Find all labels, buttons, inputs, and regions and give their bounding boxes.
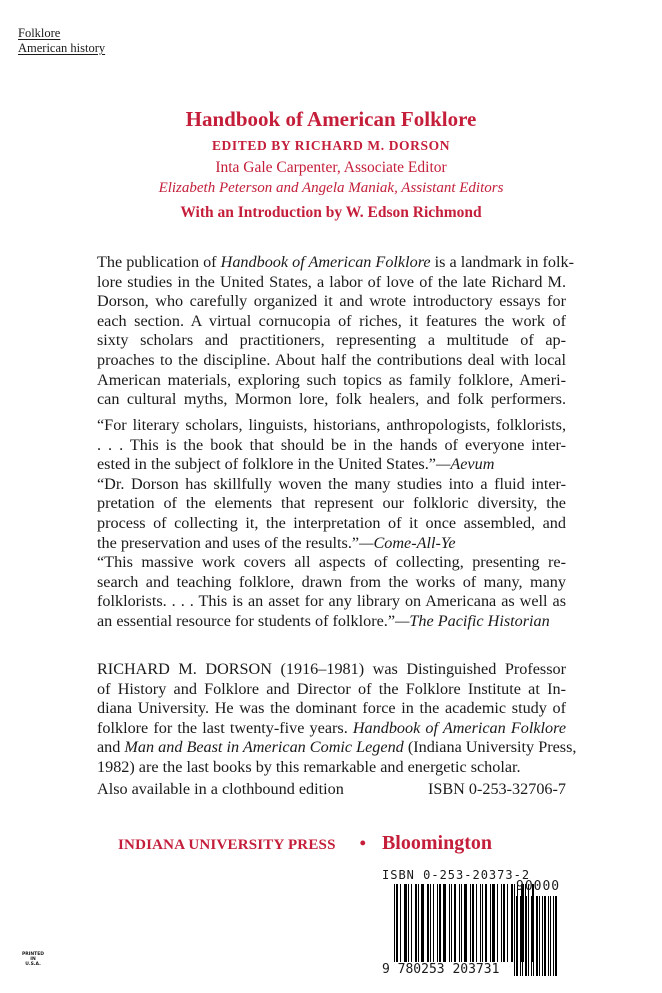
edited-by: EDITED BY RICHARD M. DORSON (211, 138, 451, 153)
book-title: Handbook of American Folklore (185, 107, 477, 131)
isbn-barcode (382, 868, 572, 978)
review-line: “For literary scholars, linguists, historians, anthropologists, folklorists, (97, 416, 566, 434)
associate-editor: Inta Gale Carpenter, Associate Editor (215, 159, 447, 176)
availability (97, 780, 566, 799)
review-line: “This massive work covers all aspects of collecting, presenting re- (97, 553, 566, 572)
price-addon-number: 90000 (516, 879, 561, 894)
description-line: can cultural myths, Mormon lore, folk healers, and folk performers. (97, 390, 566, 409)
description-line: lore studies in the United States, a labor of love of the late Richard M. (97, 272, 566, 291)
bio-line (97, 738, 577, 758)
ean-digits: 9 780253 203731 (382, 962, 500, 977)
review-text: an essential resource for students of folklore.” (97, 611, 396, 630)
barcode-isbn: ISBN 0-253-20373-2 (382, 868, 531, 882)
review-source: —Come-All-Ye (359, 533, 456, 552)
bio-line: diana University. He was the dominant force in the academic study of (97, 699, 566, 718)
description-line: Dorson, who carefully organized it and wrote introductory essays for (97, 292, 566, 311)
publisher-name: INDIANA UNIVERSITY PRESS (118, 837, 336, 853)
review-line: pretation of the elements that represent our folkloric diversity, the (97, 494, 566, 513)
review-line (97, 534, 566, 554)
desc-post: is a landmark in folk- (430, 253, 574, 271)
subject-categories (18, 26, 105, 56)
publisher-line (118, 832, 558, 855)
description-line (97, 253, 574, 273)
review-line: search and teaching folklore, drawn from the works of many, many (97, 572, 566, 591)
review-line: folklorists. . . . This is an asset for any library on Americana as well as (97, 592, 566, 611)
stamp-line: PRINTED (21, 952, 45, 957)
author-bio (97, 660, 577, 778)
review-line (97, 612, 566, 632)
review-line: process of collecting it, the interpretation of it once assembled, and (97, 513, 566, 532)
review-text: the preservation and uses of the results.” (97, 533, 360, 552)
bio-book-title: Handbook of American Folklore (352, 718, 566, 737)
bullet-separator: • (359, 833, 366, 853)
bio-line (97, 719, 566, 739)
review-line: “Dr. Dorson has skillfully woven the many studies into a fluid inter- (97, 474, 566, 493)
clothbound-note: Also available in a clothbound edition (97, 780, 344, 798)
cloth-isbn: ISBN 0-253-32706-7 (427, 780, 566, 798)
description-line: each section. A virtual cornucopia of riches, it features the work of (97, 311, 566, 330)
stamp-line: U.S.A. (25, 962, 41, 967)
bio-line: 1982) are the last books by this remarkable and energetic scholar. (97, 757, 521, 776)
review-text: ested in the subject of folklore in the United States.” (97, 455, 436, 474)
subject-folklore: Folklore (18, 26, 61, 40)
desc-pre: The publication of (97, 253, 221, 271)
bio-line: of History and Folklore and Director of the Folklore Institute at In- (97, 679, 566, 698)
stamp-line: IN (30, 957, 36, 962)
description-line: sixty scholars and practitioners, representing a multitude of ap- (97, 331, 566, 350)
description-line: American materials, exploring such topics as family folklore, Ameri- (97, 370, 566, 389)
book-title-italic: Handbook of American Folklore (220, 253, 431, 271)
assistant-editors: Elizabeth Peterson and Angela Maniak, Assistant Editors (158, 180, 504, 196)
description (97, 253, 574, 410)
subject-american-history: American history (18, 41, 106, 55)
publisher-city: Bloomington (381, 832, 492, 854)
bio-text: and (97, 738, 125, 757)
review-line (97, 455, 566, 475)
printed-in-usa-stamp (18, 952, 48, 967)
review-source: —Aevum (435, 455, 495, 474)
review-source: —The Pacific Historian (395, 611, 550, 630)
bio-book-title: Man and Beast in American Comic Legend (124, 738, 404, 757)
introduction-credit: With an Introduction by W. Edson Richmond (180, 204, 482, 221)
bio-text: folklore for the last twenty-five years. (97, 718, 353, 737)
review-line: . . . This is the book that should be in the hands of everyone inter- (97, 435, 566, 454)
bio-line: RICHARD M. DORSON (1916–1981) was Distinguished Professor (97, 660, 566, 678)
bio-text: (Indiana University Press, (403, 738, 577, 757)
reviews (97, 416, 566, 632)
description-line: proaches to the discipline. About half the contributions deal with local (97, 350, 566, 369)
addon-bars (514, 896, 559, 976)
